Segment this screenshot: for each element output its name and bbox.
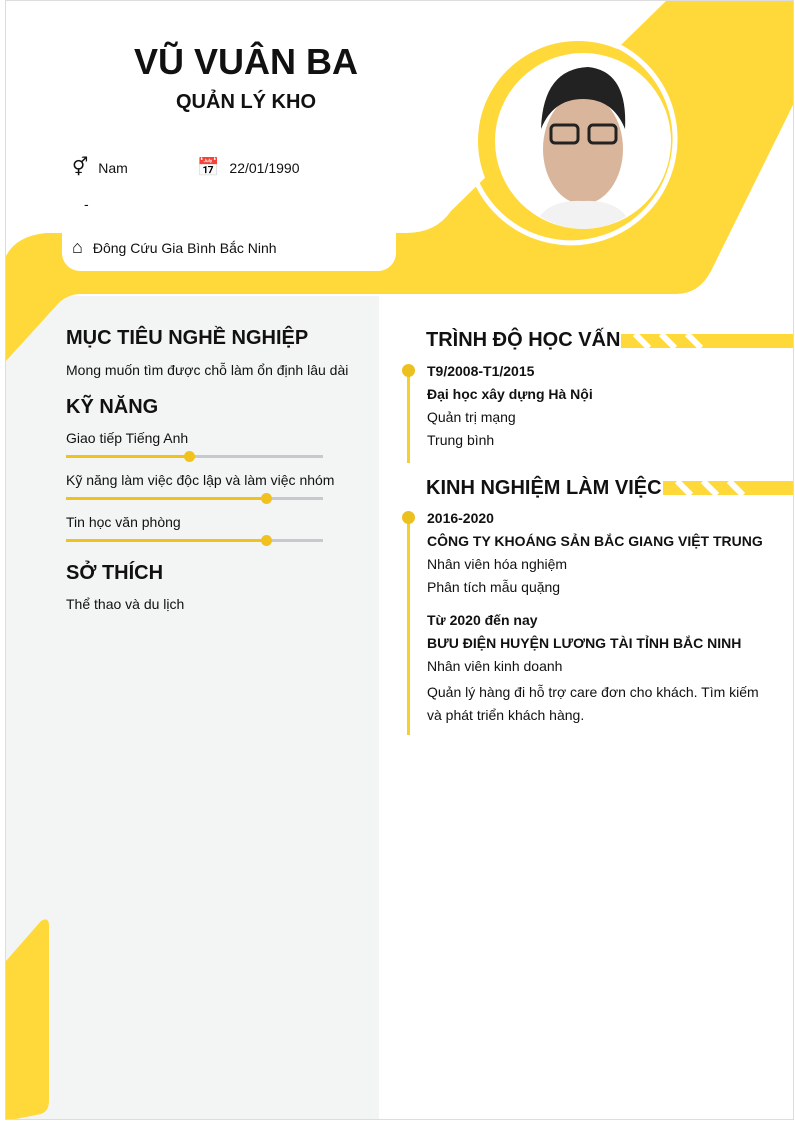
personal-info-card xyxy=(62,141,396,271)
job-period: 2016-2020 xyxy=(427,510,494,526)
hobbies-text: Thể thao và du lịch xyxy=(66,596,185,612)
hobbies-heading: SỞ THÍCH xyxy=(66,562,164,584)
skill-label: Tin học văn phòng xyxy=(66,514,181,530)
objective-heading: MỤC TIÊU NGHỀ NGHIỆP xyxy=(66,327,309,349)
skill-bar xyxy=(66,497,323,500)
education-period: T9/2008-T1/2015 xyxy=(427,363,535,379)
heading-stripes xyxy=(663,481,793,495)
timeline-line xyxy=(407,366,410,463)
skills-heading: KỸ NĂNG xyxy=(66,396,159,418)
heading-stripes xyxy=(621,334,793,348)
job-period: Từ 2020 đến nay xyxy=(427,612,538,628)
job-company: BƯU ĐIỆN HUYỆN LƯƠNG TÀI TỈNH BẮC NINH xyxy=(427,635,742,651)
gender: Nam xyxy=(98,159,128,176)
experience-heading: KINH NGHIỆM LÀM VIỆC xyxy=(426,477,662,499)
home-icon: ⌂ xyxy=(72,237,83,257)
job-description: Quản lý hàng đi hỗ trợ care đơn cho khách. Tìm kiếm và phát triển khách hàng. xyxy=(427,684,759,723)
cv-page xyxy=(5,0,794,1120)
education-major: Quản trị mạng xyxy=(427,409,516,425)
birthdate: 22/01/1990 xyxy=(229,159,300,176)
education-grade: Trung bình xyxy=(427,432,495,448)
gender-icon: ⚥ xyxy=(72,157,89,177)
job-company: CÔNG TY KHOÁNG SẢN BẮC GIANG VIỆT TRUNG xyxy=(427,533,763,549)
education-heading: TRÌNH ĐỘ HỌC VẤN xyxy=(426,329,621,351)
timeline-line xyxy=(407,513,410,735)
education-school: Đại học xây dựng Hà Nội xyxy=(427,386,593,402)
job-description: Phân tích mẫu quặng xyxy=(427,579,561,595)
skill-bar xyxy=(66,539,323,542)
phone: - xyxy=(84,196,89,212)
address: Đông Cứu Gia Bình Bắc Ninh xyxy=(92,239,277,256)
skill-label: Giao tiếp Tiếng Anh xyxy=(66,430,189,446)
calendar-icon: 📅 xyxy=(197,157,220,177)
timeline-dot xyxy=(402,511,415,524)
full-name: VŨ VUÂN BA xyxy=(133,41,358,82)
job-title: QUẢN LÝ KHO xyxy=(176,91,316,113)
job-role: Nhân viên kinh doanh xyxy=(427,658,563,674)
timeline-dot xyxy=(402,364,415,377)
profile-photo xyxy=(503,59,663,229)
skill-label: Kỹ năng làm việc độc lập và làm việc nhóm xyxy=(66,472,335,488)
job-role: Nhân viên hóa nghiệm xyxy=(427,556,568,572)
objective-text: Mong muốn tìm được chỗ làm ổn định lâu dài xyxy=(66,362,349,378)
skill-bar xyxy=(66,455,323,458)
